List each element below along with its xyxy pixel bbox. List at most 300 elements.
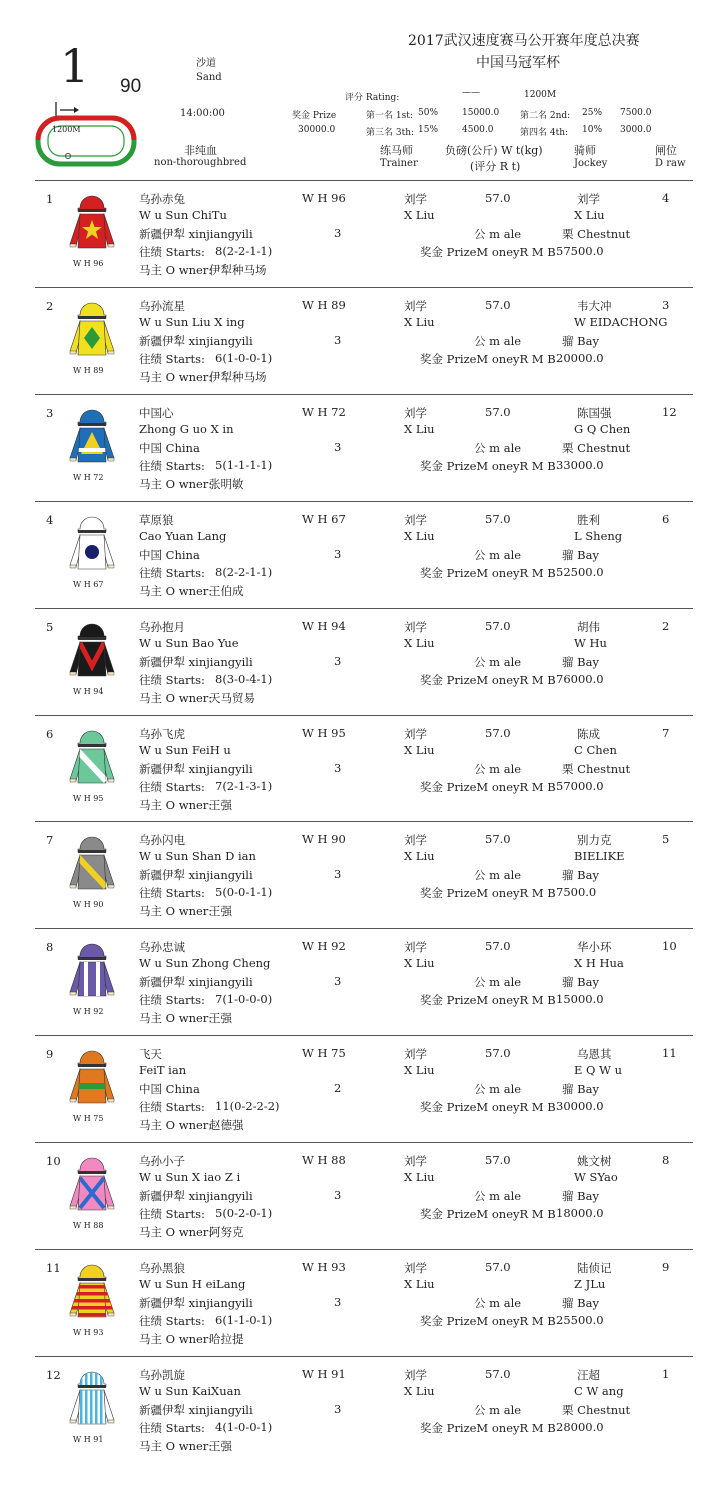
- draw-number: 11: [662, 1046, 677, 1061]
- header-weight-cn: 负磅(公斤) W t(kg): [445, 144, 543, 157]
- prize-4th-label: 第四名 4th:: [520, 128, 569, 138]
- prize-money-label: 奖金 PrizeM oneyR M B: [420, 1420, 556, 1435]
- prize-2nd-label: 第二名 2nd:: [520, 111, 571, 121]
- prize-1st-label: 第一名 1st:: [366, 111, 413, 121]
- prize-money-value: 18000.0: [556, 1206, 604, 1221]
- horse-origin: 中国 China: [139, 440, 200, 455]
- owner-label: 马主 O wner:: [139, 1332, 213, 1346]
- runner-number: 11: [46, 1261, 61, 1275]
- jockey-silks-icon: [66, 1043, 118, 1107]
- jockey-en: W Hu: [574, 635, 607, 650]
- horse-code-small: W H 95: [73, 793, 104, 803]
- rating-value: ——: [462, 88, 480, 98]
- trainer-en: X Liu: [404, 635, 435, 650]
- runner-number: 7: [46, 833, 54, 848]
- runner-row: [0, 180, 720, 287]
- breed-en: non-thoroughbred: [154, 157, 247, 168]
- owner-label: 马主 O wner:: [139, 263, 213, 277]
- horse-age: 3: [334, 226, 342, 240]
- owner-name: 王强: [209, 1011, 232, 1026]
- horse-name-en: W u Sun Bao Yue: [139, 635, 239, 650]
- horse-sex: 公 m ale: [474, 1402, 522, 1417]
- draw-number: 1: [662, 1366, 670, 1381]
- horse-sex: 公 m ale: [474, 868, 522, 883]
- weight: 57.0: [485, 832, 511, 847]
- jockey-en: E Q W u: [574, 1063, 623, 1078]
- runner-number: 3: [46, 405, 54, 420]
- horse-code: W H 72: [302, 404, 346, 419]
- jockey-cn: 胡伟: [577, 619, 600, 634]
- horse-code-small: W H 91: [73, 1434, 104, 1444]
- horse-code: W H 94: [302, 618, 346, 633]
- race-rating-number: 90: [120, 76, 142, 97]
- starts-record: 8(3-0-4-1): [215, 671, 273, 686]
- header-draw-en: D raw: [655, 158, 686, 169]
- jockey-en: W EIDACHONG: [574, 314, 668, 329]
- trainer-cn: 刘学: [404, 298, 427, 313]
- starts-record: 4(1-0-0-1): [215, 1419, 273, 1434]
- prize-money-label: 奖金 PrizeM oneyR M B: [420, 886, 556, 901]
- horse-name-en: W u Sun H eiLang: [139, 1277, 246, 1291]
- starts-label: 往绩 Starts:: [139, 1100, 205, 1115]
- prize-2nd-amt: 7500.0: [620, 108, 652, 118]
- starts-label: 往绩 Starts:: [139, 565, 205, 580]
- starts-label: 往绩 Starts:: [139, 672, 205, 687]
- race-subtitle: 中国马冠军杯: [476, 55, 560, 71]
- runner-row: [0, 287, 720, 394]
- jockey-silks-icon: [66, 188, 118, 252]
- race-time: 14:00:00: [180, 108, 225, 119]
- starts-record: 8(2-2-1-1): [215, 564, 273, 579]
- horse-origin: 中国 China: [139, 547, 200, 562]
- draw-number: 2: [662, 618, 670, 633]
- horse-sex: 公 m ale: [474, 761, 522, 776]
- trainer-en: X Liu: [404, 742, 435, 757]
- weight: 57.0: [485, 1366, 511, 1381]
- trainer-cn: 刘学: [404, 192, 427, 206]
- jockey-cn: 华小环: [577, 940, 612, 955]
- jockey-silks-icon: [66, 616, 118, 680]
- horse-sex: 公 m ale: [474, 1082, 522, 1097]
- starts-label: 往绩 Starts:: [139, 1420, 205, 1435]
- owner-name: 哈拉提: [209, 1332, 244, 1346]
- prize-3rd-label: 第三名 3th:: [366, 128, 415, 138]
- horse-name-cn: 乌孙赤兔: [139, 192, 185, 206]
- horse-colour: 骝 Bay: [562, 1082, 599, 1097]
- trainer-cn: 刘学: [404, 512, 427, 527]
- trainer-cn: 刘学: [404, 1261, 427, 1275]
- jockey-en: G Q Chen: [574, 421, 631, 436]
- jockey-silks-icon: [66, 829, 118, 893]
- prize-money-value: 52500.0: [556, 564, 604, 579]
- trainer-cn: 刘学: [404, 1047, 427, 1062]
- jockey-cn: 刘学: [577, 192, 600, 206]
- horse-name-en: W u Sun ChiTu: [139, 208, 227, 222]
- horse-name-cn: 草原狼: [139, 512, 174, 527]
- jockey-en: X H Hua: [574, 956, 624, 971]
- horse-code-small: W H 90: [73, 900, 104, 910]
- prize-money-value: 57500.0: [556, 244, 604, 258]
- jockey-en: X Liu: [574, 208, 605, 222]
- weight: 57.0: [485, 1153, 511, 1168]
- starts-record: 5(1-1-1-1): [215, 457, 273, 472]
- horse-origin: 新疆伊犁 xinjiangyili: [139, 1189, 253, 1204]
- horse-code-small: W H 75: [73, 1114, 104, 1124]
- horse-name-cn: 乌孙小子: [139, 1154, 185, 1169]
- rating-label: 评分 Rating:: [345, 93, 400, 103]
- trainer-cn: 刘学: [404, 940, 427, 955]
- jockey-cn: 陈国强: [577, 405, 612, 420]
- horse-code-small: W H 92: [73, 1007, 104, 1017]
- horse-name-en: Zhong G uo X in: [139, 421, 234, 436]
- trainer-en: X Liu: [404, 1383, 435, 1398]
- prize-money-value: 20000.0: [556, 350, 604, 365]
- jockey-en: W SYao: [574, 1170, 618, 1185]
- owner-label: 马主 O wner:: [139, 1118, 213, 1133]
- horse-code: W H 93: [302, 1260, 346, 1274]
- prize-money-value: 15000.0: [556, 992, 604, 1007]
- horse-name-cn: 乌孙凯旋: [139, 1367, 185, 1382]
- owner-name: 阿努克: [209, 1225, 244, 1240]
- track-label: 1200M: [52, 125, 81, 134]
- owner-label: 马主 O wner:: [139, 1438, 213, 1453]
- race-distance: 1200M: [524, 90, 557, 100]
- prize-money-label: 奖金 PrizeM oneyR M B: [420, 993, 556, 1008]
- horse-colour: 骝 Bay: [562, 1296, 599, 1310]
- prize-money-label: 奖金 PrizeM oneyR M B: [420, 245, 556, 259]
- prize-3rd-pct: 15%: [418, 125, 439, 135]
- horse-name-cn: 乌孙流星: [139, 298, 185, 313]
- breed-cn: 非纯血: [184, 144, 217, 157]
- horse-origin: 新疆伊犁 xinjiangyili: [139, 333, 253, 348]
- starts-record: 8(2-2-1-1): [215, 244, 273, 258]
- horse-origin: 新疆伊犁 xinjiangyili: [139, 654, 253, 669]
- draw-number: 3: [662, 297, 670, 312]
- runner-row: [0, 715, 720, 822]
- runner-number: 5: [46, 619, 54, 634]
- horse-colour: 骝 Bay: [562, 547, 599, 562]
- prize-money-value: 76000.0: [556, 671, 604, 686]
- race-number: 1: [60, 39, 90, 93]
- prize-4th-amt: 3000.0: [620, 125, 652, 135]
- jockey-silks-icon: [66, 509, 118, 573]
- owner-name: 伊犁种马场: [209, 369, 267, 384]
- runner-row: [0, 1142, 720, 1249]
- prize-money-value: 33000.0: [556, 457, 604, 472]
- runner-row: [0, 821, 720, 928]
- starts-record: 5(0-2-0-1): [215, 1206, 273, 1221]
- runner-row: [0, 394, 720, 501]
- draw-number: 5: [662, 832, 670, 847]
- horse-age: 3: [334, 332, 342, 347]
- horse-name-en: Cao Yuan Lang: [139, 528, 227, 543]
- horse-age: 3: [334, 546, 342, 561]
- weight: 57.0: [485, 297, 511, 312]
- jockey-silks-icon: [66, 402, 118, 466]
- runner-row: [0, 928, 720, 1035]
- horse-colour: 骝 Bay: [562, 654, 599, 669]
- prize-label: 奖金 Prize: [292, 111, 337, 121]
- owner-name: 王伯成: [209, 583, 244, 598]
- owner-name: 张明敏: [209, 476, 244, 491]
- starts-label: 往绩 Starts:: [139, 1314, 205, 1328]
- horse-sex: 公 m ale: [474, 654, 522, 669]
- owner-label: 马主 O wner:: [139, 583, 213, 598]
- horse-age: 3: [334, 760, 342, 775]
- horse-origin: 新疆伊犁 xinjiangyili: [139, 975, 253, 990]
- runner-number: 10: [46, 1154, 61, 1169]
- owner-name: 天马贸易: [209, 690, 255, 705]
- jockey-cn: 陈成: [577, 726, 600, 741]
- prize-money-label: 奖金 PrizeM oneyR M B: [420, 672, 556, 687]
- runner-row: [0, 608, 720, 715]
- weight: 57.0: [485, 511, 511, 526]
- jockey-silks-icon: [66, 1364, 118, 1428]
- runner-row: [0, 1035, 720, 1142]
- owner-name: 王强: [209, 797, 232, 812]
- horse-origin: 新疆伊犁 xinjiangyili: [139, 1402, 253, 1417]
- horse-code: W H 95: [302, 725, 346, 740]
- horse-sex: 公 m ale: [474, 333, 522, 348]
- horse-name-cn: 乌孙黑狼: [139, 1261, 185, 1275]
- draw-number: 7: [662, 725, 670, 740]
- jockey-cn: 汪超: [577, 1367, 600, 1382]
- runner-number: 2: [46, 298, 54, 313]
- prize-money-value: 7500.0: [556, 885, 597, 900]
- prize-2nd-pct: 25%: [582, 108, 603, 118]
- surface-cn: 沙道: [196, 58, 216, 69]
- horse-age: 3: [334, 1188, 342, 1203]
- horse-colour: 栗 Chestnut: [562, 227, 631, 241]
- prize-money-label: 奖金 PrizeM oneyR M B: [420, 779, 556, 794]
- horse-colour: 栗 Chestnut: [562, 440, 631, 455]
- horse-origin: 中国 China: [139, 1082, 200, 1097]
- horse-name-en: W u Sun KaiXuan: [139, 1383, 241, 1398]
- horse-name-cn: 乌孙闪电: [139, 833, 185, 848]
- jockey-en: Z JLu: [574, 1277, 606, 1291]
- horse-colour: 骝 Bay: [562, 868, 599, 883]
- starts-label: 往绩 Starts:: [139, 993, 205, 1008]
- header-jockey-cn: 骑师: [574, 144, 596, 157]
- horse-sex: 公 m ale: [474, 227, 522, 241]
- horse-sex: 公 m ale: [474, 1189, 522, 1204]
- trainer-en: X Liu: [404, 956, 435, 971]
- jockey-cn: 乌恩其: [577, 1047, 612, 1062]
- horse-age: 3: [334, 867, 342, 882]
- horse-sex: 公 m ale: [474, 975, 522, 990]
- starts-record: 6(1-1-0-1): [215, 1313, 273, 1327]
- horse-age: 3: [334, 439, 342, 454]
- draw-number: 8: [662, 1153, 670, 1168]
- horse-name-en: W u Sun FeiH u: [139, 742, 231, 757]
- header-draw-cn: 闸位: [655, 144, 677, 157]
- jockey-cn: 韦大冲: [577, 298, 612, 313]
- horse-code-small: W H 94: [73, 686, 104, 696]
- horse-name-en: W u Sun X iao Z i: [139, 1170, 241, 1185]
- trainer-cn: 刘学: [404, 619, 427, 634]
- starts-record: 5(0-0-1-1): [215, 885, 273, 900]
- trainer-cn: 刘学: [404, 726, 427, 741]
- owner-label: 马主 O wner:: [139, 1011, 213, 1026]
- weight: 57.0: [485, 404, 511, 419]
- horse-colour: 骝 Bay: [562, 1189, 599, 1204]
- starts-label: 往绩 Starts:: [139, 1207, 205, 1222]
- starts-record: 7(2-1-3-1): [215, 778, 273, 793]
- weight: 57.0: [485, 191, 511, 205]
- horse-name-en: FeiT ian: [139, 1063, 187, 1078]
- horse-age: 3: [334, 974, 342, 989]
- horse-code: W H 90: [302, 832, 346, 847]
- horse-age: 3: [334, 1401, 342, 1416]
- jockey-silks-icon: [66, 295, 118, 359]
- owner-name: 王强: [209, 1438, 232, 1453]
- jockey-silks-icon: [66, 723, 118, 787]
- runner-number: 6: [46, 726, 54, 741]
- runner-row: [0, 1249, 720, 1356]
- horse-origin: 新疆伊犁 xinjiangyili: [139, 868, 253, 883]
- horse-name-cn: 乌孙飞虎: [139, 726, 185, 741]
- prize-money-label: 奖金 PrizeM oneyR M B: [420, 458, 556, 473]
- runner-number: 4: [46, 512, 54, 527]
- prize-money-value: 25500.0: [556, 1313, 604, 1327]
- trainer-en: X Liu: [404, 421, 435, 436]
- horse-name-en: W u Sun Shan D ian: [139, 849, 256, 864]
- horse-code-small: W H 89: [73, 365, 104, 375]
- horse-colour: 栗 Chestnut: [562, 1402, 631, 1417]
- starts-record: 11(0-2-2-2): [215, 1099, 280, 1114]
- arrow-head-icon: [74, 107, 79, 113]
- jockey-en: C Chen: [574, 742, 617, 757]
- weight: 57.0: [485, 939, 511, 954]
- horse-origin: 新疆伊犁 xinjiangyili: [139, 1296, 253, 1310]
- weight: 57.0: [485, 618, 511, 633]
- starts-label: 往绩 Starts:: [139, 458, 205, 473]
- prize-money-label: 奖金 PrizeM oneyR M B: [420, 1100, 556, 1115]
- jockey-cn: 陆侦记: [577, 1261, 612, 1275]
- header-trainer-en: Trainer: [380, 158, 418, 169]
- horse-colour: 骝 Bay: [562, 975, 599, 990]
- horse-name-en: W u Sun Zhong Cheng: [139, 956, 271, 971]
- header-weight-en: (评分 R t): [470, 160, 521, 173]
- horse-code: W H 96: [302, 191, 346, 205]
- runner-number: 9: [46, 1047, 54, 1062]
- trainer-en: X Liu: [404, 1277, 435, 1291]
- trainer-cn: 刘学: [404, 833, 427, 848]
- horse-code: W H 88: [302, 1153, 346, 1168]
- owner-name: 伊犁种马场: [209, 263, 267, 277]
- starts-label: 往绩 Starts:: [139, 245, 205, 259]
- trainer-en: X Liu: [404, 528, 435, 543]
- horse-code: W H 67: [302, 511, 346, 526]
- prize-total: 30000.0: [298, 125, 336, 135]
- horse-code: W H 89: [302, 297, 346, 312]
- header-trainer-cn: 练马师: [380, 144, 413, 157]
- owner-label: 马主 O wner:: [139, 797, 213, 812]
- draw-number: 6: [662, 511, 670, 526]
- prize-money-label: 奖金 PrizeM oneyR M B: [420, 565, 556, 580]
- trainer-cn: 刘学: [404, 1367, 427, 1382]
- header-jockey-en: Jockey: [574, 158, 608, 169]
- horse-name-cn: 乌孙忠诚: [139, 940, 185, 955]
- horse-code: W H 91: [302, 1366, 346, 1381]
- prize-money-label: 奖金 PrizeM oneyR M B: [420, 351, 556, 366]
- starts-label: 往绩 Starts:: [139, 351, 205, 366]
- prize-4th-pct: 10%: [582, 125, 603, 135]
- starts-label: 往绩 Starts:: [139, 886, 205, 901]
- horse-colour: 骝 Bay: [562, 333, 599, 348]
- prize-money-label: 奖金 PrizeM oneyR M B: [420, 1314, 556, 1328]
- runner-number: 12: [46, 1367, 61, 1382]
- horse-name-en: W u Sun Liu X ing: [139, 314, 245, 329]
- runner-row: [0, 501, 720, 608]
- jockey-silks-icon: [66, 936, 118, 1000]
- trainer-en: X Liu: [404, 208, 435, 222]
- horse-code-small: W H 88: [73, 1221, 104, 1231]
- trainer-en: X Liu: [404, 849, 435, 864]
- horse-code-small: W H 96: [73, 259, 104, 268]
- horse-name-cn: 中国心: [139, 405, 174, 420]
- starts-label: 往绩 Starts:: [139, 779, 205, 794]
- draw-number: 10: [662, 939, 677, 954]
- horse-sex: 公 m ale: [474, 1296, 522, 1310]
- trainer-en: X Liu: [404, 1170, 435, 1185]
- jockey-en: BIELIKE: [574, 849, 625, 864]
- horse-code: W H 92: [302, 939, 346, 954]
- weight: 57.0: [485, 725, 511, 740]
- horse-age: 3: [334, 1295, 342, 1309]
- owner-label: 马主 O wner:: [139, 476, 213, 491]
- prize-money-label: 奖金 PrizeM oneyR M B: [420, 1207, 556, 1222]
- runner-number: 1: [46, 192, 54, 206]
- jockey-cn: 姚文树: [577, 1154, 612, 1169]
- prize-1st-amt: 15000.0: [462, 108, 500, 118]
- trainer-cn: 刘学: [404, 405, 427, 420]
- horse-origin: 新疆伊犁 xinjiangyili: [139, 761, 253, 776]
- runner-row: [0, 1356, 720, 1463]
- owner-label: 马主 O wner:: [139, 904, 213, 919]
- horse-colour: 栗 Chestnut: [562, 761, 631, 776]
- runner-number: 8: [46, 940, 54, 955]
- trainer-en: X Liu: [404, 314, 435, 329]
- horse-age: 3: [334, 653, 342, 668]
- horse-code-small: W H 67: [73, 579, 104, 589]
- starts-record: 7(1-0-0-0): [215, 992, 273, 1007]
- surface-en: Sand: [196, 72, 222, 83]
- prize-1st-pct: 50%: [418, 108, 439, 118]
- trainer-cn: 刘学: [404, 1154, 427, 1169]
- horse-name-cn: 飞天: [139, 1047, 162, 1062]
- horse-code: W H 75: [302, 1046, 346, 1061]
- jockey-cn: 胜利: [577, 512, 600, 527]
- draw-number: 12: [662, 404, 677, 419]
- draw-number: 4: [662, 191, 670, 205]
- horse-code-small: W H 72: [73, 472, 104, 482]
- starts-record: 6(1-0-0-1): [215, 350, 273, 365]
- jockey-silks-icon: [66, 1150, 118, 1214]
- horse-age: 2: [334, 1081, 342, 1096]
- prize-money-value: 28000.0: [556, 1419, 604, 1434]
- owner-name: 赵德强: [209, 1118, 244, 1133]
- jockey-en: L Sheng: [574, 528, 623, 543]
- draw-number: 9: [662, 1260, 670, 1274]
- horse-sex: 公 m ale: [474, 440, 522, 455]
- horse-sex: 公 m ale: [474, 547, 522, 562]
- owner-name: 王强: [209, 904, 232, 919]
- jockey-silks-icon: [66, 1257, 118, 1321]
- owner-label: 马主 O wner:: [139, 1225, 213, 1240]
- weight: 57.0: [485, 1046, 511, 1061]
- owner-label: 马主 O wner:: [139, 369, 213, 384]
